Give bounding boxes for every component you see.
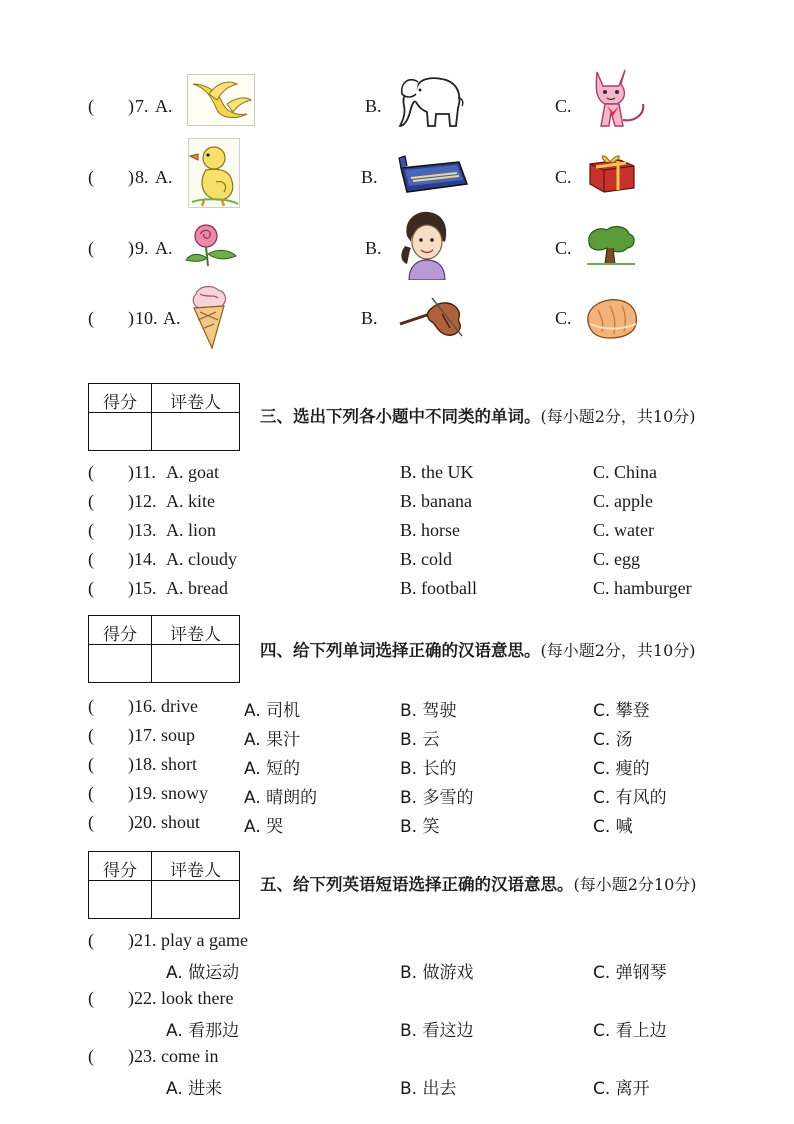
option-a: A. 哭 bbox=[244, 817, 284, 837]
option-a: A. lion bbox=[166, 520, 217, 540]
option-c: C. China bbox=[593, 462, 658, 482]
option-c: C. hamburger bbox=[593, 578, 692, 598]
question-number: 10. bbox=[135, 308, 158, 328]
option-b: B. 多雪的 bbox=[400, 788, 474, 808]
score-label: 得分 bbox=[103, 625, 137, 645]
answer-paren-open: ( bbox=[88, 238, 94, 258]
section-note: (每小题2分，共10分) bbox=[540, 407, 696, 426]
option-b: B. 笑 bbox=[400, 817, 440, 837]
duck-icon bbox=[188, 138, 240, 208]
option-a-label: A. bbox=[155, 96, 173, 116]
grader-label: 评卷人 bbox=[170, 861, 221, 881]
option-c: C. apple bbox=[593, 491, 653, 511]
answer-paren[interactable]: ( bbox=[88, 725, 94, 745]
option-a: A. goat bbox=[166, 462, 219, 482]
option-c: C. 攀登 bbox=[593, 701, 650, 721]
answer-paren[interactable]: ( bbox=[88, 812, 94, 832]
question-word: )20. shout bbox=[128, 812, 200, 832]
option-c-label: C. bbox=[555, 308, 572, 328]
option-c: C. 离开 bbox=[593, 1079, 650, 1099]
option-b: B. 驾驶 bbox=[400, 701, 457, 721]
question-word: )18. short bbox=[128, 754, 197, 774]
bread-icon bbox=[584, 294, 640, 342]
option-b: B. the UK bbox=[400, 462, 474, 482]
option-b-label: B. bbox=[365, 96, 382, 116]
section-3-heading bbox=[260, 403, 696, 427]
option-a: A. kite bbox=[166, 491, 215, 511]
section-title: 四、给下列单词选择正确的汉语意思。 bbox=[260, 641, 541, 660]
option-c-label: C. bbox=[555, 167, 572, 187]
question-number: )12. bbox=[128, 491, 157, 511]
section-note: (每小题2分10分) bbox=[573, 875, 697, 894]
option-a: A. cloudy bbox=[166, 549, 237, 569]
answer-paren[interactable]: ( bbox=[88, 754, 94, 774]
question-number: )14. bbox=[128, 549, 157, 569]
answer-paren[interactable]: ( bbox=[88, 462, 94, 482]
option-c: C. 喊 bbox=[593, 817, 633, 837]
option-a: A. 晴朗的 bbox=[244, 788, 318, 808]
section-5-heading bbox=[260, 871, 697, 895]
girl-icon bbox=[397, 210, 455, 280]
option-c-label: C. bbox=[555, 96, 572, 116]
question-number: 7. bbox=[135, 96, 149, 116]
answer-paren[interactable]: ( bbox=[88, 491, 94, 511]
option-b: B. 云 bbox=[400, 730, 440, 750]
answer-paren[interactable]: ( bbox=[88, 520, 94, 540]
answer-paren-close: ) bbox=[128, 308, 134, 328]
answer-paren[interactable]: ( bbox=[88, 783, 94, 803]
ice-cream-icon bbox=[188, 284, 232, 350]
answer-paren[interactable]: ( bbox=[88, 549, 94, 569]
option-b: B. 长的 bbox=[400, 759, 457, 779]
option-b: B. 出去 bbox=[400, 1079, 457, 1099]
option-a: A. bread bbox=[166, 578, 228, 598]
option-a: A. 果汁 bbox=[244, 730, 301, 750]
option-b: B. 做游戏 bbox=[400, 963, 474, 983]
cat-icon bbox=[583, 64, 651, 138]
question-number: 8. bbox=[135, 167, 149, 187]
answer-paren-close: ) bbox=[128, 238, 134, 258]
grader-label: 评卷人 bbox=[170, 625, 221, 645]
question-phrase: )21. play a game bbox=[128, 930, 248, 950]
question-word: )16. drive bbox=[128, 696, 198, 716]
answer-paren-close: ) bbox=[128, 96, 134, 116]
answer-paren-open: ( bbox=[88, 96, 94, 116]
score-box bbox=[88, 615, 240, 683]
answer-paren[interactable]: ( bbox=[88, 988, 94, 1008]
option-b: B. 看这边 bbox=[400, 1021, 474, 1041]
answer-paren[interactable]: ( bbox=[88, 696, 94, 716]
violin-icon bbox=[396, 294, 468, 340]
tree-icon bbox=[585, 224, 637, 266]
gift-box-icon bbox=[584, 150, 638, 194]
option-c: C. 汤 bbox=[593, 730, 633, 750]
option-a: A. 短的 bbox=[244, 759, 301, 779]
question-number: )15. bbox=[128, 578, 157, 598]
grader-label: 评卷人 bbox=[170, 393, 221, 413]
score-label: 得分 bbox=[103, 861, 137, 881]
banana-icon bbox=[187, 74, 255, 126]
option-b-label: B. bbox=[361, 167, 378, 187]
option-b: B. horse bbox=[400, 520, 460, 540]
answer-paren[interactable]: ( bbox=[88, 1046, 94, 1066]
question-word: )17. soup bbox=[128, 725, 195, 745]
question-word: )19. snowy bbox=[128, 783, 208, 803]
option-b: B. football bbox=[400, 578, 477, 598]
answer-paren-open: ( bbox=[88, 167, 94, 187]
option-b: B. banana bbox=[400, 491, 472, 511]
option-a: A. 司机 bbox=[244, 701, 301, 721]
score-box bbox=[88, 851, 240, 919]
question-number: 9. bbox=[135, 238, 149, 258]
option-a-label: A. bbox=[155, 238, 173, 258]
option-a: A. 做运动 bbox=[166, 963, 240, 983]
question-number: )11. bbox=[128, 462, 156, 482]
section-title: 三、选出下列各小题中不同类的单词。 bbox=[260, 407, 541, 426]
option-b: B. cold bbox=[400, 549, 452, 569]
rose-icon bbox=[184, 222, 238, 268]
answer-paren-open: ( bbox=[88, 308, 94, 328]
score-box bbox=[88, 383, 240, 451]
option-c: C. 瘦的 bbox=[593, 759, 650, 779]
answer-paren[interactable]: ( bbox=[88, 578, 94, 598]
option-c: C. 看上边 bbox=[593, 1021, 667, 1041]
option-a-label: A. bbox=[155, 167, 173, 187]
option-a: A. 进来 bbox=[166, 1079, 223, 1099]
option-b-label: B. bbox=[361, 308, 378, 328]
elephant-icon bbox=[396, 68, 466, 132]
section-title: 五、给下列英语短语选择正确的汉语意思。 bbox=[260, 875, 574, 894]
score-label: 得分 bbox=[103, 393, 137, 413]
option-c: C. egg bbox=[593, 549, 640, 569]
option-b-label: B. bbox=[365, 238, 382, 258]
section-note: (每小题2分，共10分) bbox=[540, 641, 696, 660]
answer-paren[interactable]: ( bbox=[88, 930, 94, 950]
option-c: C. water bbox=[593, 520, 654, 540]
option-c-label: C. bbox=[555, 238, 572, 258]
option-c: C. 弹钢琴 bbox=[593, 963, 667, 983]
question-phrase: )22. look there bbox=[128, 988, 234, 1008]
option-a-label: A. bbox=[163, 308, 181, 328]
pencil-box-icon bbox=[397, 154, 469, 196]
option-a: A. 看那边 bbox=[166, 1021, 240, 1041]
option-c: C. 有风的 bbox=[593, 788, 667, 808]
question-phrase: )23. come in bbox=[128, 1046, 219, 1066]
answer-paren-close: ) bbox=[128, 167, 134, 187]
section-4-heading bbox=[260, 637, 696, 661]
question-number: )13. bbox=[128, 520, 157, 540]
